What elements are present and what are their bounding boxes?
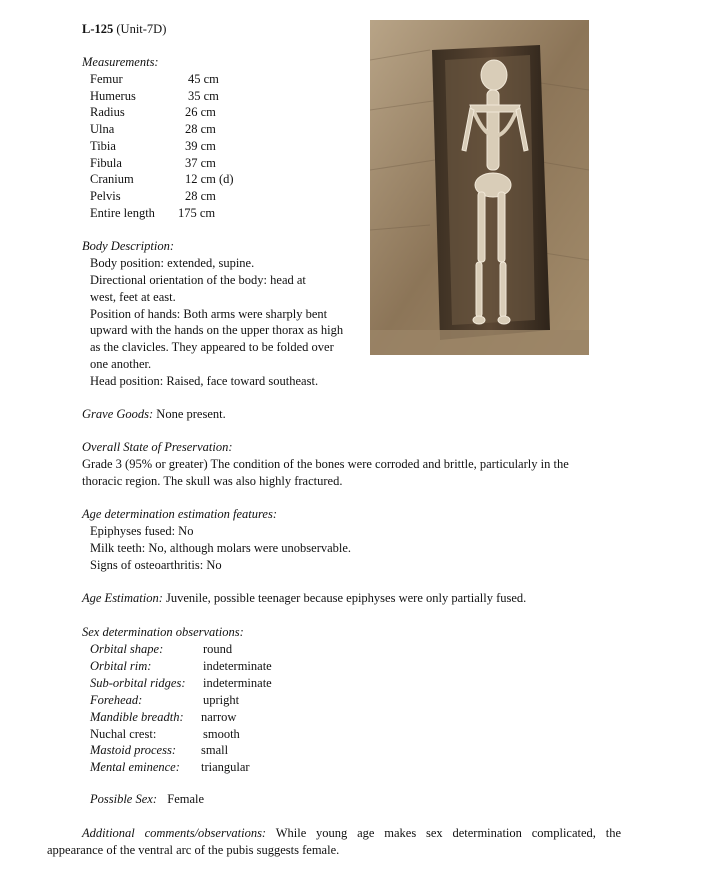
sex-observation-value: indeterminate — [203, 658, 272, 673]
measurement-value: 37 cm — [185, 155, 216, 170]
measurement-value: 35 cm — [188, 88, 219, 103]
epiphyses-fused: Epiphyses fused: No — [90, 524, 194, 538]
body-orientation-line1: Directional orientation of the body: head at — [90, 273, 306, 287]
sex-observation-label: Nuchal crest: — [90, 726, 157, 741]
burial-photo-drawing — [370, 20, 589, 355]
burial-photo — [370, 20, 589, 355]
measurement-value: 26 cm — [185, 105, 216, 120]
sex-observation-value: upright — [203, 692, 240, 707]
measurement-label: Humerus — [90, 88, 136, 103]
possible-sex-value: Female — [167, 792, 205, 806]
sex-observation-label: Forehead: — [90, 692, 143, 707]
hands-line3: as the clavicles. They appeared to be folded over — [90, 340, 334, 354]
body-description-heading: Body Description: — [82, 239, 174, 253]
sex-observation-value: narrow — [201, 709, 237, 724]
record-title — [82, 21, 166, 38]
comments-text-line1: While young age makes sex determination complicated, the — [275, 826, 622, 840]
possible-sex-label: Possible Sex: — [90, 792, 157, 806]
grave-goods — [82, 406, 226, 423]
sex-observation-value: smooth — [203, 726, 240, 741]
measurement-label: Pelvis — [90, 188, 121, 203]
measurement-value: 45 cm — [188, 72, 219, 86]
measurement-label: Fibula — [90, 155, 122, 170]
measurement-value: 39 cm — [185, 138, 216, 153]
sex-observation-label: Orbital rim: — [90, 658, 152, 673]
comments-text-line2: appearance of the ventral arc of the pubis suggests female. — [47, 843, 340, 857]
measurement-label: Cranium — [90, 172, 134, 187]
sex-observation-value: indeterminate — [203, 675, 272, 690]
preservation-text-line2: thoracic region. The skull was also highly fractured. — [82, 474, 343, 488]
hands-line4: one another. — [90, 357, 152, 371]
measurements-heading: Measurements: — [82, 55, 159, 69]
sex-observation-label: Mental eminence: — [90, 760, 180, 775]
sex-observations-heading: Sex determination observations: — [82, 625, 244, 639]
age-estimation-label: Age Estimation: — [82, 591, 163, 605]
body-position: Body position: extended, supine. — [90, 256, 255, 270]
sex-observation-label: Sub-orbital ridges: — [90, 675, 186, 690]
measurement-value: 28 cm — [185, 188, 216, 203]
grave-goods-value: None present. — [156, 407, 226, 421]
head-position: Head position: Raised, face toward southeast. — [90, 374, 319, 388]
sex-observation-value: triangular — [201, 760, 250, 775]
body-orientation-line2: west, feet at east. — [90, 290, 176, 304]
record-unit: (Unit-7D) — [116, 22, 167, 36]
age-features-heading: Age determination estimation features: — [82, 507, 277, 521]
sex-observation-label: Orbital shape: — [90, 642, 164, 656]
sex-observation-label: Mastoid process: — [90, 743, 176, 758]
hands-line2: upward with the hands on the upper thorax as high — [90, 323, 344, 337]
sex-observation-label: Mandible breadth: — [90, 709, 184, 724]
age-estimation — [82, 590, 526, 607]
osteoarthritis: Signs of osteoarthritis: No — [90, 558, 222, 572]
possible-sex — [90, 791, 204, 808]
measurement-value: 28 cm — [185, 122, 216, 137]
measurement-value: 175 cm — [178, 205, 216, 220]
hands-line1: Position of hands: Both arms were sharply bent — [90, 307, 328, 321]
grave-goods-label: Grave Goods: — [82, 407, 154, 421]
measurement-label: Tibia — [90, 138, 116, 153]
sex-observation-value: round — [203, 642, 233, 656]
milk-teeth: Milk teeth: No, although molars were unobservable. — [90, 541, 352, 555]
measurement-value: 12 cm (d) — [185, 172, 234, 187]
preservation-text-line1: Grade 3 (95% or greater) The condition of the bones were corroded and brittle, particularly in the — [82, 457, 569, 471]
comments-label: Additional comments/observations: — [82, 826, 267, 840]
preservation-heading: Overall State of Preservation: — [82, 440, 233, 454]
comments-line1 — [82, 825, 621, 842]
measurement-label: Ulna — [90, 122, 115, 137]
sex-observation-value: small — [201, 743, 229, 758]
age-estimation-value: Juvenile, possible teenager because epiphyses were only partially fused. — [166, 591, 527, 605]
measurement-label: Radius — [90, 105, 125, 120]
measurement-label: Femur — [90, 72, 123, 86]
measurement-label: Entire length — [90, 205, 155, 220]
record-id: L-125 — [82, 22, 114, 36]
